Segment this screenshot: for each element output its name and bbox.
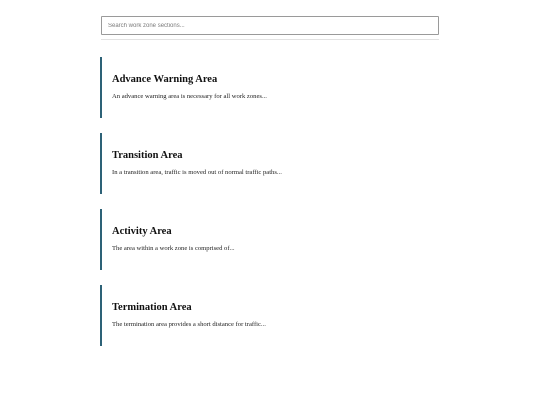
section-advance-warning-area (100, 57, 440, 118)
section-title: Termination Area (112, 302, 192, 313)
section-title: Advance Warning Area (112, 74, 218, 85)
search-bar (101, 16, 439, 40)
section-termination-area (100, 285, 440, 346)
section-list (100, 57, 440, 361)
section-description: The termination area provides a short distance for traffic... (112, 321, 266, 328)
section-transition-area (100, 133, 440, 194)
section-description: In a transition area, traffic is moved out of normal traffic paths... (112, 169, 282, 176)
section-title: Activity Area (112, 226, 172, 237)
search-input[interactable] (101, 16, 439, 35)
section-description: An advance warning area is necessary for all work zones... (112, 93, 267, 100)
search-divider (101, 39, 439, 40)
section-description: The area within a work zone is comprised of... (112, 245, 235, 252)
section-title: Transition Area (112, 150, 183, 161)
section-activity-area (100, 209, 440, 270)
